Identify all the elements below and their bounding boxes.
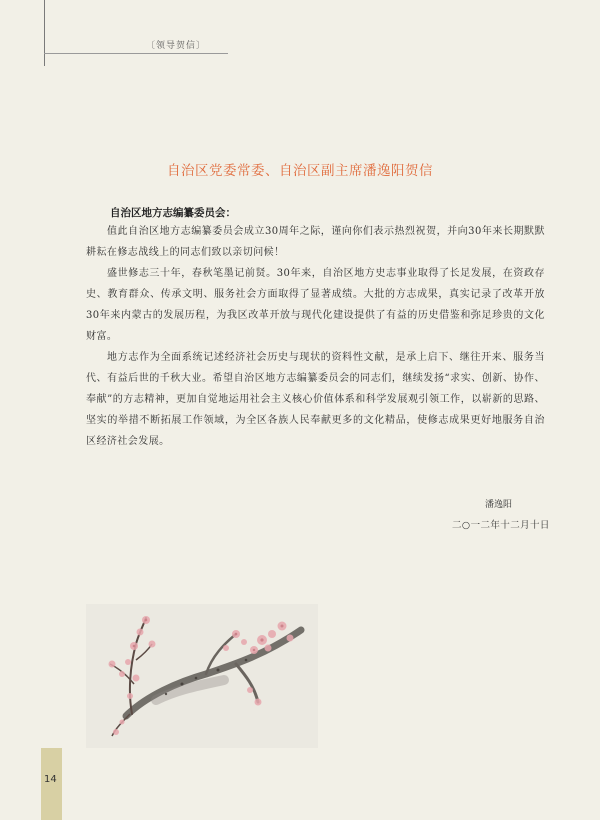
- page-number: 14: [44, 774, 57, 785]
- section-tag: 〔领导贺信〕: [146, 41, 207, 51]
- letter-title: 自治区党委常委、自治区副主席潘逸阳贺信: [167, 163, 433, 179]
- signer-name: 潘逸阳: [485, 500, 513, 510]
- salutation: 自治区地方志编纂委员会：: [110, 207, 236, 219]
- header-rule-horizontal: [44, 53, 228, 54]
- letter-date: 二○一二年十二月十日: [452, 520, 550, 531]
- paragraph-2: 盛世修志三十年，春秋笔墨记前贤。30年来，自治区地方史志事业取得了长足发展，在资政存史、教育群众、传承文明、服务社会方面取得了显著成绩。大批的方志成果，真实记录了改革开放30年来内蒙古的发展历程，为我区改革开放与现代化建设提供了有益的历史借鉴和弥足珍贵的文化财富。: [86, 268, 545, 342]
- plum-blossom-painting: [86, 604, 318, 748]
- letter-body: [86, 221, 545, 452]
- plum-blossom-illustration: [86, 604, 318, 748]
- paragraph-1: 值此自治区地方志编纂委员会成立30周年之际，谨向你们表示热烈祝贺，并向30年来长期默默耕耘在修志战线上的同志们致以亲切问候！: [86, 226, 545, 258]
- header-rule-vertical: [44, 0, 45, 66]
- paragraph-3: 地方志作为全面系统记述经济社会历史与现状的资料性文献，是承上启下、继往开来、服务当代、有益后世的千秋大业。希望自治区地方志编纂委员会的同志们，继续发扬“求实、创新、协作、奉献”的方志精神，更加自觉地运用社会主义核心价值体系和科学发展观引领工作，以崭新的思路、坚实的举措不断拓展工作领域，为全区各族人民奉献更多的文化精品，使修志成果更好地服务自治区经济社会发展。: [86, 352, 545, 447]
